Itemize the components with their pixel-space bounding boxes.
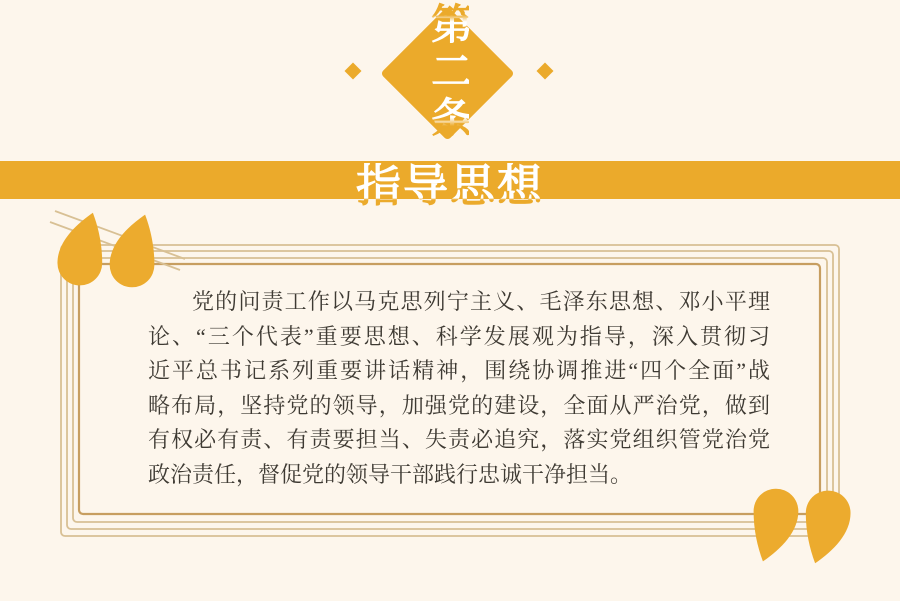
quote-text-line: 党的问责工作以马克思列宁主义、毛泽东思想、邓小平理 (192, 289, 770, 314)
diamond-accent-right-icon (537, 63, 554, 80)
open-quote-icon (50, 208, 160, 292)
quote-text-line: 略布局，坚持党的领导，加强党的建设，全面从严治党，做到 (148, 392, 770, 418)
quote-text-line: 论、“三个代表”重要思想、科学发展观为指导，深入贯彻习 (148, 323, 770, 349)
section-title: 指导思想 (0, 163, 900, 209)
quote-text-line: 近平总书记系列重要讲话精神，围绕协调推进“四个全面”战 (148, 358, 770, 383)
diamond-accent-left-icon (345, 63, 362, 80)
article-number-text: 第二条 (425, 2, 471, 143)
close-quote-icon (748, 484, 858, 568)
quote-text-line: 有权必有责、有责要担当、失责必追究，落实党组织管党治党 (148, 427, 770, 452)
quote-paragraph (148, 285, 770, 492)
quote-text-line: 政治责任，督促党的领导干部践行忠诚干净担当。 (148, 461, 633, 487)
